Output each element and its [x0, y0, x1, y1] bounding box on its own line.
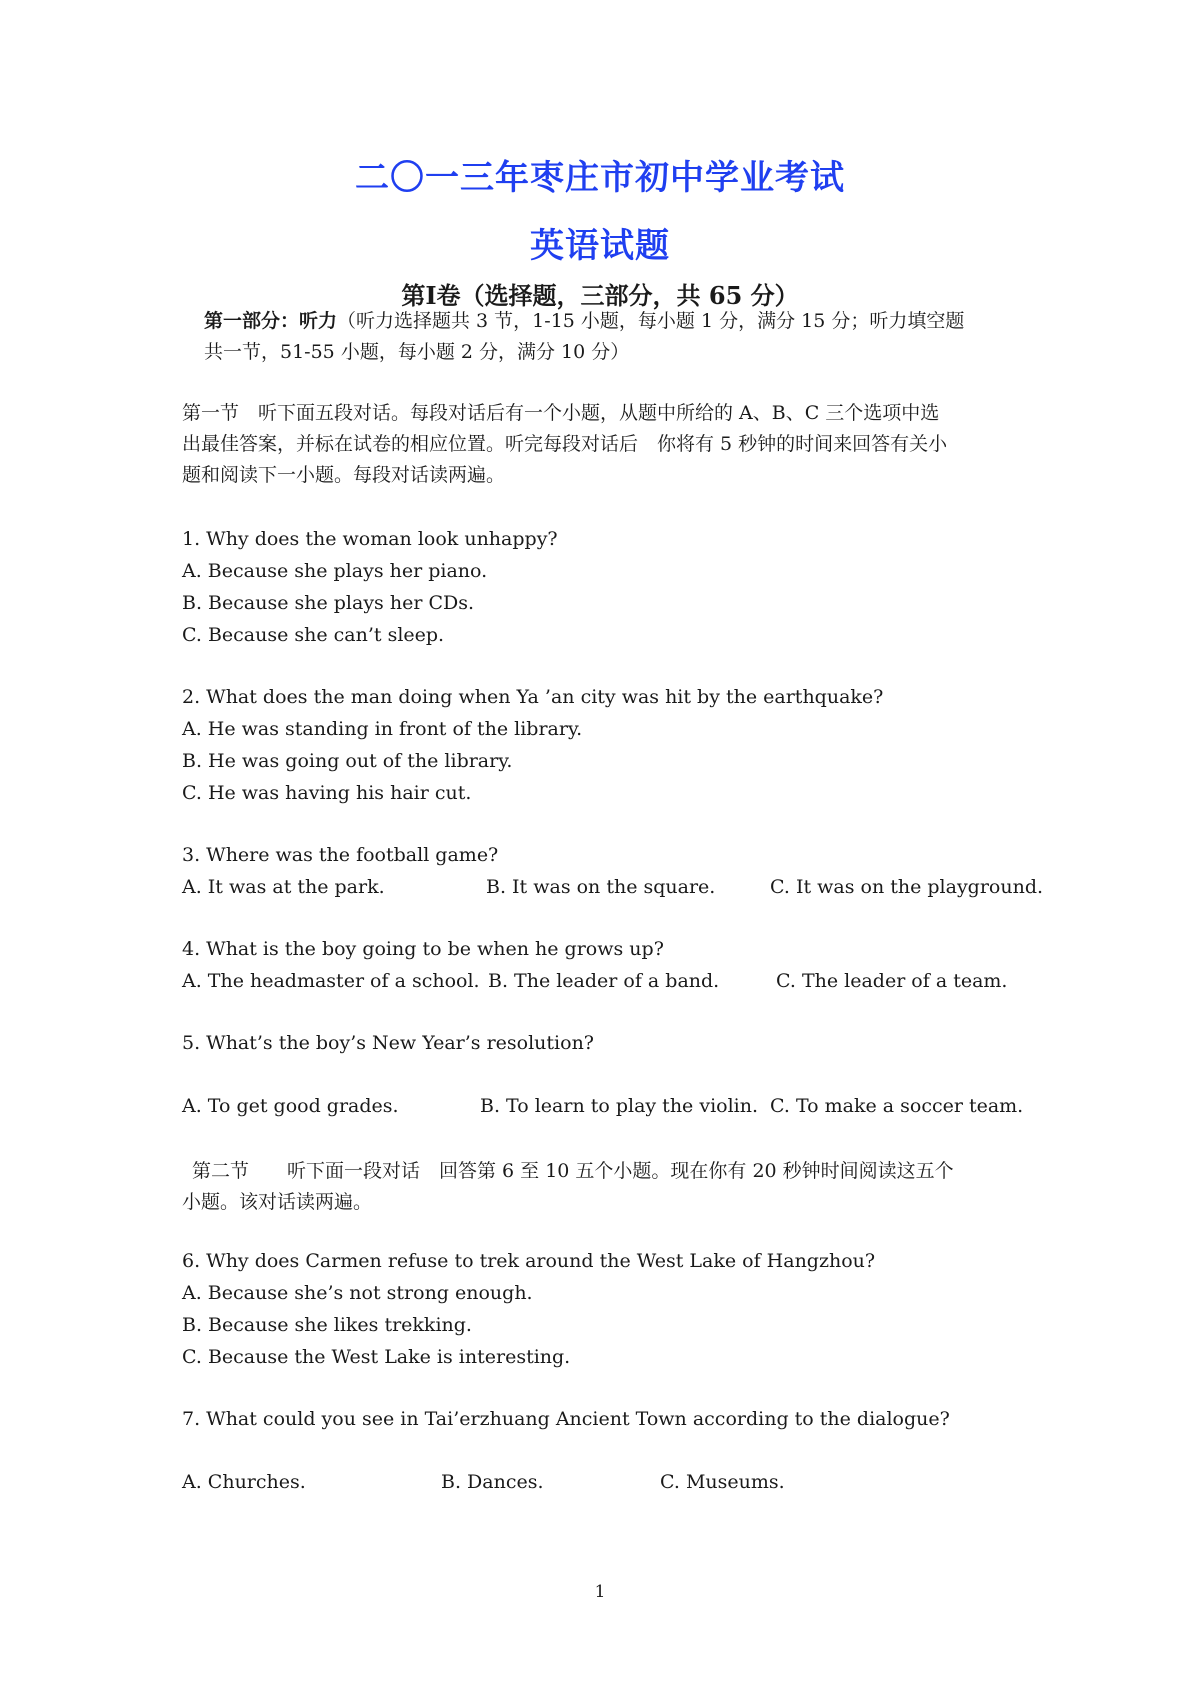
question-5: 5. What’s the boy’s New Year’s resolution?: [182, 1032, 594, 1054]
q7-option-b: B. Dances.: [441, 1471, 544, 1493]
q7-option-a: A. Churches.: [182, 1471, 306, 1493]
part1-label: 第一部分：听力: [204, 310, 338, 332]
q2-option-a: A. He was standing in front of the library.: [182, 718, 583, 740]
question-7: 7. What could you see in Tai’erzhuang Ancient Town according to the dialogue?: [182, 1408, 950, 1430]
part1-line1: [204, 306, 1034, 337]
q3-option-b: B. It was on the square.: [486, 876, 716, 898]
question-3: 3. Where was the football game?: [182, 844, 499, 866]
q3-option-c: C. It was on the playground.: [770, 876, 1044, 898]
section1-line2: 出最佳答案，并标在试卷的相应位置。听完每段对话后 你将有 5 秒钟的时间来回答有关小: [182, 433, 948, 455]
q1-option-c: C. Because she can’t sleep.: [182, 624, 445, 646]
q2-option-b: B. He was going out of the library.: [182, 750, 513, 772]
q6-option-b: B. Because she likes trekking.: [182, 1314, 472, 1336]
section1-line1: 第一节 听下面五段对话。每段对话后有一个小题，从题中所给的 A、B、C 三个选项中选: [182, 402, 940, 424]
q5-option-a: A. To get good grades.: [182, 1095, 399, 1117]
q5-option-c: C. To make a soccer team.: [770, 1095, 1024, 1117]
part1-heading: [204, 306, 1034, 368]
exam-title: 二〇一三年枣庄市初中学业考试: [355, 158, 845, 198]
section2-line1: 第二节 听下面一段对话 回答第 6 至 10 五个小题。现在你有 20 秒钟时间阅读这五个: [192, 1160, 954, 1182]
q6-option-c: C. Because the West Lake is interesting.: [182, 1346, 571, 1368]
question-1: 1. Why does the woman look unhappy?: [182, 528, 558, 550]
q1-option-b: B. Because she plays her CDs.: [182, 592, 475, 614]
q5-option-b: B. To learn to play the violin.: [480, 1095, 759, 1117]
exam-subtitle: 英语试题: [530, 226, 670, 266]
part1-desc-1: （听力选择题共 3 节，1-15 小题，每小题 1 分，满分 15 分；听力填空题: [337, 310, 965, 332]
volume-title: 第Ⅰ卷（选择题，三部分，共 65 分）: [401, 281, 799, 310]
part1-line2: 共一节，51-55 小题，每小题 2 分，满分 10 分）: [204, 341, 630, 363]
question-6: 6. Why does Carmen refuse to trek around the West Lake of Hangzhou?: [182, 1250, 876, 1272]
section1-line3: 题和阅读下一小题。每段对话读两遍。: [182, 464, 506, 486]
q6-option-a: A. Because she’s not strong enough.: [182, 1282, 533, 1304]
question-2: 2. What does the man doing when Ya ’an city was hit by the earthquake?: [182, 686, 884, 708]
q3-option-a: A. It was at the park.: [182, 876, 385, 898]
section2-instructions: [182, 1156, 1024, 1218]
section2-line2: 小题。该对话读两遍。: [182, 1191, 373, 1213]
q7-option-c: C. Museums.: [660, 1471, 785, 1493]
q2-option-c: C. He was having his hair cut.: [182, 782, 472, 804]
q4-option-c: C. The leader of a team.: [776, 970, 1008, 992]
q4-option-a: A. The headmaster of a school.: [182, 970, 480, 992]
page-number: 1: [594, 1582, 606, 1602]
section1-instructions: [182, 398, 1024, 491]
q1-option-a: A. Because she plays her piano.: [182, 560, 488, 582]
question-4: 4. What is the boy going to be when he grows up?: [182, 938, 664, 960]
q4-option-b: B. The leader of a band.: [488, 970, 720, 992]
